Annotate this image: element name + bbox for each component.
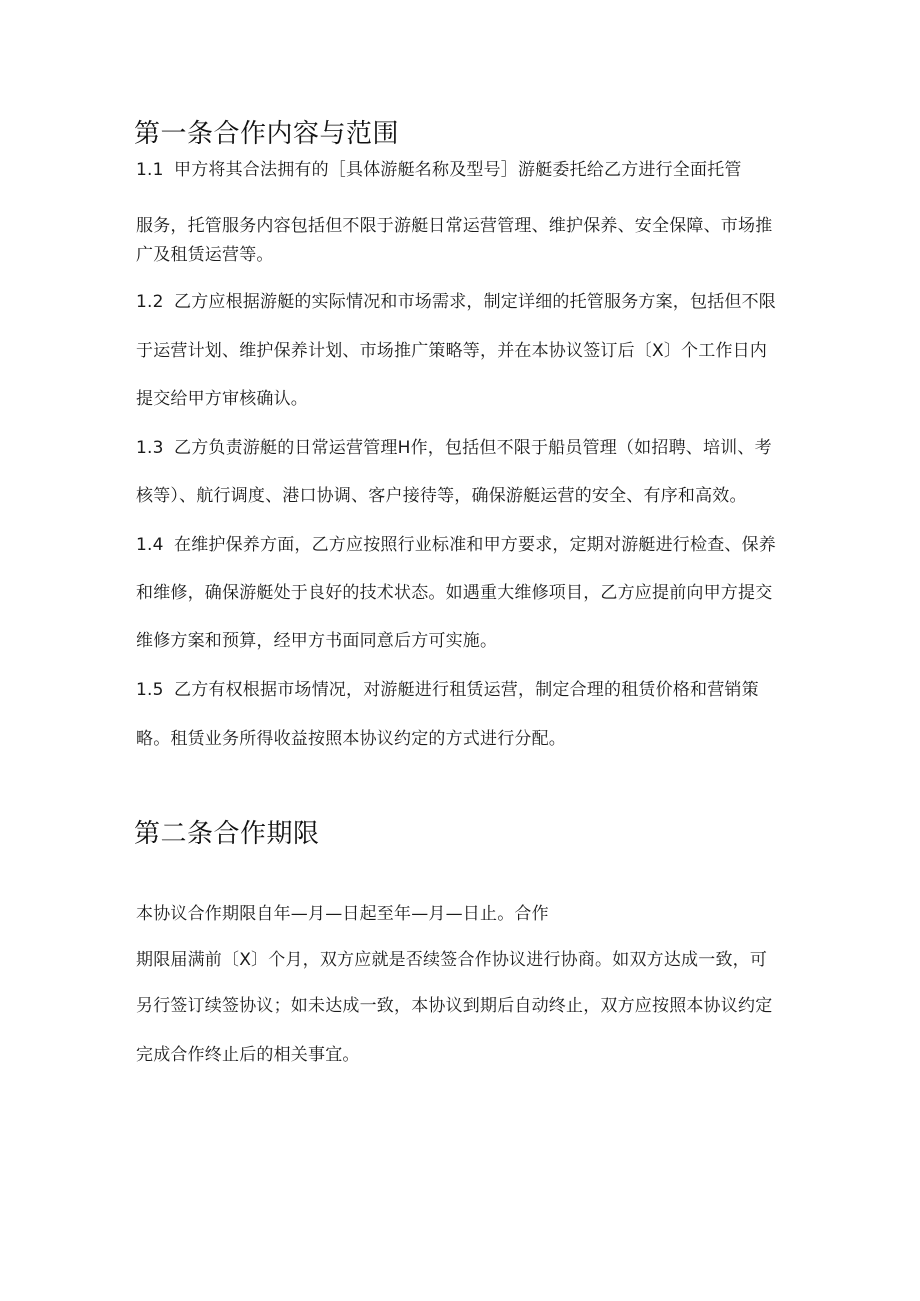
clause-1-5-line-1: 1.5 乙方有权根据市场情况，对游艇进行租赁运营，制定合理的租赁价格和营销策 [136,680,759,700]
clause-number: 1.2 [136,292,164,312]
clause-1-1-line-3: 广及租赁运营等。 [136,245,274,265]
clause-1-1-line-1: 1.1 甲方将其合法拥有的［具体游艇名称及型号］游艇委托给乙方进行全面托管 [136,160,742,180]
clause-1-2-line-1: 1.2 乙方应根据游艇的实际情况和市场需求，制定详细的托管服务方案，包括但不限 [136,292,776,312]
clause-1-4-line-2: 和维修，确保游艇处于良好的技术状态。如遇重大维修项目，乙方应提前向甲方提交 [136,583,773,603]
clause-1-3-line-2: 核等）、航行调度、港口协调、客户接待等，确保游艇运营的安全、有序和高效。 [136,486,747,506]
section-heading: 第一条合作内容与范围 [134,119,400,149]
clause-1-4-line-3: 维修方案和预算，经甲方书面同意后方可实施。 [136,631,498,651]
term-paragraph-line-1: 本协议合作期限自年—月—日起至年—月—日止。合作 [136,904,549,924]
clause-1-4-line-1: 1.4 在维护保养方面，乙方应按照行业标准和甲方要求，定期对游艇进行检查、保养 [136,535,776,555]
clause-number: 1.4 [136,535,164,555]
term-paragraph-line-2: 期限届满前〔X〕个月，双方应就是否续签合作协议进行协商。如双方达成一致，可 [136,950,768,970]
clause-number: 1.1 [136,160,164,180]
term-paragraph-line-3: 另行签订续签协议；如未达成一致，本协议到期后自动终止，双方应按照本协议约定 [136,996,773,1016]
clause-1-3-line-1: 1.3 乙方负责游艇的日常运营管理H作，包括但不限于船员管理（如招聘、培训、考 [136,438,772,458]
clause-1-5-line-2: 略。租赁业务所得收益按照本协议约定的方式进行分配。 [136,729,566,749]
term-paragraph-line-4: 完成合作终止后的相关事宜。 [136,1045,360,1065]
clause-number: 1.5 [136,680,164,700]
clause-1-2-line-3: 提交给甲方审核确认。 [136,389,308,409]
clause-1-2-line-2: 于运营计划、维护保养计划、市场推广策略等，并在本协议签订后〔X〕个工作日内 [136,341,768,361]
clause-1-1-line-2: 服务，托管服务内容包括但不限于游艇日常运营管理、维护保养、安全保障、市场推 [136,216,773,236]
clause-number: 1.3 [136,438,164,458]
section-heading: 第二条合作期限 [134,819,320,849]
